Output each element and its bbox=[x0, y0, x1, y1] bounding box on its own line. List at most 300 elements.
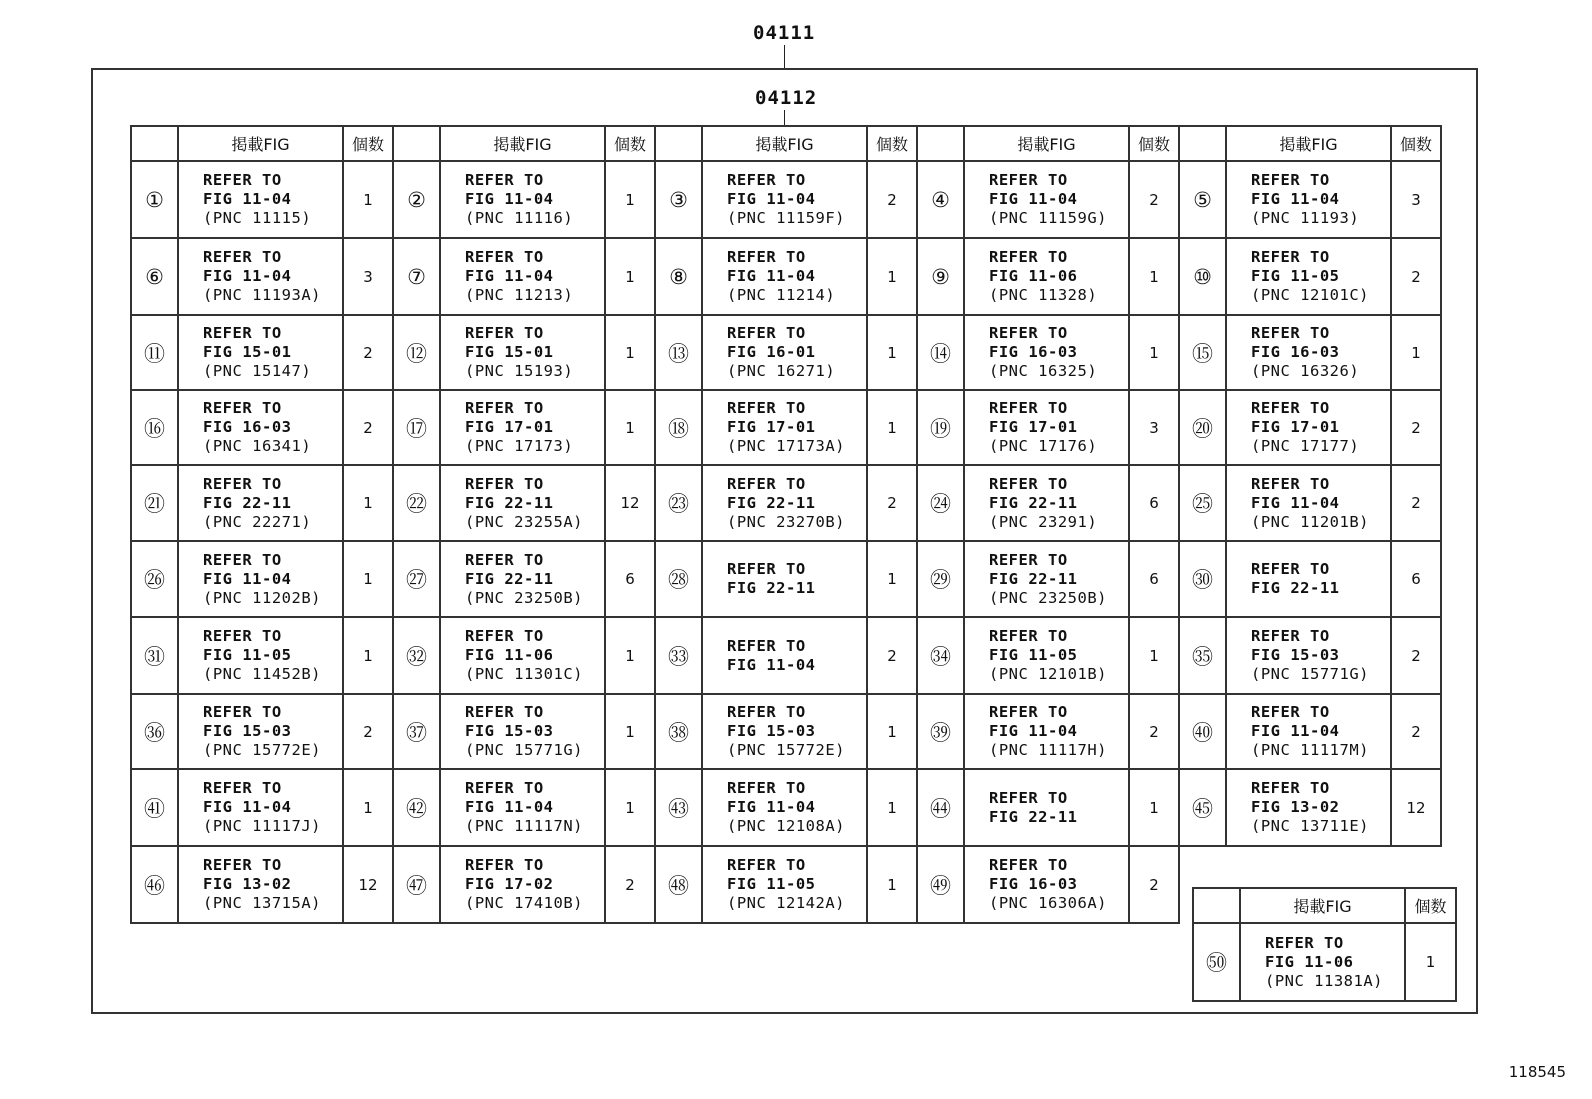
part-quantity: 1 bbox=[605, 161, 655, 238]
part-number: ⑫ bbox=[393, 315, 440, 390]
part-number: ㊴ bbox=[917, 694, 964, 769]
part-number: ⑳ bbox=[1179, 390, 1226, 465]
part-reference bbox=[702, 238, 867, 315]
part-quantity: 1 bbox=[1129, 617, 1179, 694]
fig-ref: FIG 22-11 bbox=[989, 807, 1078, 826]
part-reference bbox=[178, 617, 343, 694]
pnc-ref: (PNC 16325) bbox=[989, 362, 1098, 380]
part-reference bbox=[702, 161, 867, 238]
part-number: ㊳ bbox=[655, 694, 702, 769]
part-quantity: 2 bbox=[1391, 694, 1441, 769]
part-number: ㉕ bbox=[1179, 465, 1226, 541]
part-quantity: 2 bbox=[605, 846, 655, 923]
part-number: ㊲ bbox=[393, 694, 440, 769]
refer-label: REFER TO bbox=[989, 171, 1068, 189]
part-reference bbox=[440, 465, 605, 541]
pnc-ref: (PNC 17176) bbox=[989, 437, 1098, 455]
part-number: ⑧ bbox=[655, 238, 702, 315]
fig-ref: FIG 17-01 bbox=[727, 418, 816, 436]
pnc-ref: (PNC 11193A) bbox=[203, 286, 321, 304]
part-quantity: 1 bbox=[867, 315, 917, 390]
part-quantity: 2 bbox=[1129, 161, 1179, 238]
pnc-ref: (PNC 13715A) bbox=[203, 894, 321, 912]
part-number: ⑲ bbox=[917, 390, 964, 465]
refer-label: REFER TO bbox=[203, 399, 282, 417]
part-quantity: 2 bbox=[1129, 694, 1179, 769]
refer-label: REFER TO bbox=[203, 779, 282, 797]
part-quantity: 3 bbox=[1129, 390, 1179, 465]
pnc-ref: (PNC 11301C) bbox=[465, 665, 583, 683]
refer-label: REFER TO bbox=[465, 474, 544, 493]
refer-label: REFER TO bbox=[465, 703, 544, 721]
header-no bbox=[1179, 126, 1226, 161]
pnc-ref: (PNC 23255A) bbox=[465, 512, 583, 531]
part-number: ㉞ bbox=[917, 617, 964, 694]
part-reference bbox=[702, 769, 867, 846]
part-number: ㉟ bbox=[1179, 617, 1226, 694]
part-quantity: 2 bbox=[343, 390, 393, 465]
fig-ref: FIG 11-04 bbox=[727, 655, 816, 674]
part-quantity: 1 bbox=[1129, 315, 1179, 390]
header-fig: 掲載FIG bbox=[440, 126, 605, 161]
fig-ref: FIG 11-04 bbox=[203, 190, 292, 208]
part-reference bbox=[178, 238, 343, 315]
pnc-ref: (PNC 11117J) bbox=[203, 817, 321, 835]
part-reference bbox=[1226, 315, 1391, 390]
fig-ref: FIG 11-05 bbox=[989, 646, 1078, 664]
part-number: ② bbox=[393, 161, 440, 238]
pnc-ref: (PNC 11214) bbox=[727, 286, 836, 304]
part-number: ㉙ bbox=[917, 541, 964, 617]
refer-label: REFER TO bbox=[1251, 474, 1330, 493]
part-reference bbox=[964, 161, 1129, 238]
part-quantity: 2 bbox=[1129, 846, 1179, 923]
part-quantity: 12 bbox=[343, 846, 393, 923]
pnc-ref: (PNC 12142A) bbox=[727, 894, 845, 912]
refer-label: REFER TO bbox=[465, 248, 544, 266]
fig-ref: FIG 22-11 bbox=[465, 493, 554, 512]
header-no bbox=[655, 126, 702, 161]
pnc-ref: (PNC 11202B) bbox=[203, 588, 321, 607]
fig-ref: FIG 22-11 bbox=[727, 579, 816, 597]
fig-ref: FIG 22-11 bbox=[989, 569, 1078, 588]
fig-ref: FIG 16-03 bbox=[1251, 343, 1340, 361]
part-number: ㊼ bbox=[393, 846, 440, 923]
pnc-ref: (PNC 11116) bbox=[465, 209, 574, 227]
part-reference bbox=[440, 315, 605, 390]
refer-label: REFER TO bbox=[1251, 627, 1330, 645]
fig-ref: FIG 13-02 bbox=[203, 875, 292, 893]
fig-ref: FIG 11-04 bbox=[465, 190, 554, 208]
fig-ref: FIG 11-06 bbox=[1265, 952, 1354, 971]
fig-ref: FIG 11-04 bbox=[465, 267, 554, 285]
part-quantity: 1 bbox=[343, 465, 393, 541]
part-reference bbox=[964, 694, 1129, 769]
part-number: ⑭ bbox=[917, 315, 964, 390]
part-reference bbox=[440, 390, 605, 465]
part-quantity: 3 bbox=[343, 238, 393, 315]
part-reference bbox=[964, 846, 1129, 923]
part-quantity: 2 bbox=[343, 694, 393, 769]
part-quantity: 2 bbox=[1391, 465, 1441, 541]
refer-label: REFER TO bbox=[465, 399, 544, 417]
part-number: ㊸ bbox=[655, 769, 702, 846]
part-quantity: 2 bbox=[1391, 238, 1441, 315]
assembly-leader bbox=[784, 45, 785, 68]
fig-ref: FIG 16-03 bbox=[989, 343, 1078, 361]
part-quantity: 1 bbox=[605, 769, 655, 846]
refer-label: REFER TO bbox=[465, 627, 544, 645]
fig-ref: FIG 16-03 bbox=[203, 418, 292, 436]
part-number: ⑰ bbox=[393, 390, 440, 465]
fig-ref: FIG 22-11 bbox=[989, 493, 1078, 512]
part-reference bbox=[440, 694, 605, 769]
header-no bbox=[131, 126, 178, 161]
fig-ref: FIG 15-03 bbox=[203, 722, 292, 740]
part-quantity: 2 bbox=[1391, 390, 1441, 465]
fig-ref: FIG 11-04 bbox=[203, 569, 292, 588]
part-number: ⑮ bbox=[1179, 315, 1226, 390]
refer-label: REFER TO bbox=[727, 636, 806, 655]
table-row bbox=[131, 161, 1441, 238]
refer-label: REFER TO bbox=[727, 703, 806, 721]
refer-label: REFER TO bbox=[989, 474, 1068, 493]
part-quantity: 6 bbox=[605, 541, 655, 617]
refer-label: REFER TO bbox=[465, 856, 544, 874]
assembly-code: 04111 bbox=[753, 22, 816, 44]
part-quantity: 1 bbox=[1129, 769, 1179, 846]
pnc-ref: (PNC 15771G) bbox=[1251, 665, 1369, 683]
header-row bbox=[131, 126, 1441, 161]
part-number: ㉒ bbox=[393, 465, 440, 541]
part-reference bbox=[1226, 617, 1391, 694]
part-reference bbox=[702, 465, 867, 541]
part-reference bbox=[964, 465, 1129, 541]
pnc-ref: (PNC 17173) bbox=[465, 437, 574, 455]
fig-ref: FIG 11-04 bbox=[1251, 493, 1340, 512]
part-quantity: 6 bbox=[1129, 465, 1179, 541]
part-number: ㊷ bbox=[393, 769, 440, 846]
part-reference bbox=[178, 315, 343, 390]
part-quantity: 1 bbox=[605, 315, 655, 390]
part-quantity: 1 bbox=[867, 541, 917, 617]
refer-label: REFER TO bbox=[465, 779, 544, 797]
refer-label: REFER TO bbox=[727, 171, 806, 189]
part-quantity: 1 bbox=[1391, 315, 1441, 390]
fig-ref: FIG 15-03 bbox=[1251, 646, 1340, 664]
part-number: ㊺ bbox=[1179, 769, 1226, 846]
fig-ref: FIG 11-04 bbox=[465, 798, 554, 816]
fig-ref: FIG 11-04 bbox=[727, 267, 816, 285]
refer-label: REFER TO bbox=[465, 550, 544, 569]
fig-ref: FIG 11-06 bbox=[989, 267, 1078, 285]
subassembly-code: 04112 bbox=[755, 87, 818, 109]
part-reference bbox=[964, 238, 1129, 315]
refer-label: REFER TO bbox=[203, 550, 282, 569]
refer-label: REFER TO bbox=[203, 171, 282, 189]
part-quantity: 1 bbox=[605, 238, 655, 315]
part-number: ⑥ bbox=[131, 238, 178, 315]
refer-label: REFER TO bbox=[203, 474, 282, 493]
fig-ref: FIG 11-04 bbox=[727, 190, 816, 208]
fig-ref: FIG 11-06 bbox=[465, 646, 554, 664]
refer-label: REFER TO bbox=[1251, 248, 1330, 266]
part-reference bbox=[1226, 161, 1391, 238]
part-quantity: 1 bbox=[343, 769, 393, 846]
part-quantity: 2 bbox=[343, 315, 393, 390]
part-number: ⑦ bbox=[393, 238, 440, 315]
part-reference bbox=[440, 161, 605, 238]
pnc-ref: (PNC 23250B) bbox=[989, 588, 1107, 607]
part-reference bbox=[178, 161, 343, 238]
refer-label: REFER TO bbox=[203, 703, 282, 721]
header-fig: 掲載FIG bbox=[702, 126, 867, 161]
fig-ref: FIG 11-05 bbox=[727, 875, 816, 893]
fig-ref: FIG 17-01 bbox=[1251, 418, 1340, 436]
pnc-ref: (PNC 17177) bbox=[1251, 437, 1360, 455]
fig-ref: FIG 11-04 bbox=[1251, 722, 1340, 740]
refer-label: REFER TO bbox=[465, 324, 544, 342]
part-number: ⑨ bbox=[917, 238, 964, 315]
fig-ref: FIG 11-04 bbox=[1251, 190, 1340, 208]
fig-ref: FIG 11-04 bbox=[203, 267, 292, 285]
part-reference bbox=[702, 694, 867, 769]
part-quantity: 1 bbox=[867, 390, 917, 465]
part-quantity: 1 bbox=[1405, 923, 1456, 1001]
table-row bbox=[131, 390, 1441, 465]
pnc-ref: (PNC 11201B) bbox=[1251, 512, 1369, 531]
fig-ref: FIG 17-02 bbox=[465, 875, 554, 893]
part-quantity: 1 bbox=[605, 390, 655, 465]
part-reference bbox=[440, 541, 605, 617]
fig-ref: FIG 15-01 bbox=[203, 343, 292, 361]
part-reference bbox=[1226, 541, 1391, 617]
refer-label: REFER TO bbox=[1251, 560, 1330, 578]
part-quantity: 1 bbox=[343, 161, 393, 238]
pnc-ref: (PNC 11159F) bbox=[727, 209, 845, 227]
part-quantity: 2 bbox=[867, 161, 917, 238]
fig-ref: FIG 11-04 bbox=[989, 722, 1078, 740]
pnc-ref: (PNC 12101B) bbox=[989, 665, 1107, 683]
refer-label: REFER TO bbox=[727, 324, 806, 342]
part-quantity: 6 bbox=[1129, 541, 1179, 617]
pnc-ref: (PNC 11328) bbox=[989, 286, 1098, 304]
pnc-ref: (PNC 11213) bbox=[465, 286, 574, 304]
part-number: ㉝ bbox=[655, 617, 702, 694]
parts-table bbox=[130, 125, 1442, 924]
pnc-ref: (PNC 12101C) bbox=[1251, 286, 1369, 304]
part-number: ⑪ bbox=[131, 315, 178, 390]
part-reference bbox=[178, 465, 343, 541]
refer-label: REFER TO bbox=[1251, 779, 1330, 797]
refer-label: REFER TO bbox=[989, 324, 1068, 342]
pnc-ref: (PNC 13711E) bbox=[1251, 817, 1369, 835]
part-number: ㉖ bbox=[131, 541, 178, 617]
part-number: ③ bbox=[655, 161, 702, 238]
refer-label: REFER TO bbox=[1251, 399, 1330, 417]
refer-label: REFER TO bbox=[989, 248, 1068, 266]
header-no bbox=[393, 126, 440, 161]
refer-label: REFER TO bbox=[727, 779, 806, 797]
part-number: ㊻ bbox=[131, 846, 178, 923]
part-number: ㉓ bbox=[655, 465, 702, 541]
part-number: ④ bbox=[917, 161, 964, 238]
part-quantity: 2 bbox=[867, 617, 917, 694]
part-reference bbox=[964, 390, 1129, 465]
table-row bbox=[131, 617, 1441, 694]
fig-ref: FIG 11-04 bbox=[203, 798, 292, 816]
fig-ref: FIG 16-03 bbox=[989, 875, 1078, 893]
refer-label: REFER TO bbox=[203, 856, 282, 874]
pnc-ref: (PNC 11117M) bbox=[1251, 741, 1369, 759]
fig-ref: FIG 13-02 bbox=[1251, 798, 1340, 816]
part-number: ㊶ bbox=[131, 769, 178, 846]
part-reference bbox=[1226, 238, 1391, 315]
part-reference bbox=[440, 769, 605, 846]
refer-label: REFER TO bbox=[1251, 171, 1330, 189]
part-number: ㉘ bbox=[655, 541, 702, 617]
table-row bbox=[131, 238, 1441, 315]
pnc-ref: (PNC 17410B) bbox=[465, 894, 583, 912]
part-reference bbox=[702, 315, 867, 390]
part-reference bbox=[1226, 465, 1391, 541]
refer-label: REFER TO bbox=[727, 399, 806, 417]
pnc-ref: (PNC 16326) bbox=[1251, 362, 1360, 380]
refer-label: REFER TO bbox=[989, 399, 1068, 417]
header-row bbox=[1193, 888, 1456, 923]
part-reference bbox=[1226, 769, 1391, 846]
part-reference bbox=[964, 315, 1129, 390]
table-row bbox=[131, 694, 1441, 769]
fig-ref: FIG 17-01 bbox=[465, 418, 554, 436]
pnc-ref: (PNC 15771G) bbox=[465, 741, 583, 759]
table-row bbox=[131, 465, 1441, 541]
part-quantity: 2 bbox=[867, 465, 917, 541]
part-quantity: 6 bbox=[1391, 541, 1441, 617]
refer-label: REFER TO bbox=[727, 856, 806, 874]
fig-ref: FIG 11-05 bbox=[203, 646, 292, 664]
header-qty: 個数 bbox=[1405, 888, 1456, 923]
parts-table-extra bbox=[1192, 887, 1457, 1002]
refer-label: REFER TO bbox=[989, 627, 1068, 645]
pnc-ref: (PNC 15147) bbox=[203, 362, 312, 380]
pnc-ref: (PNC 22271) bbox=[203, 512, 312, 531]
fig-ref: FIG 15-01 bbox=[465, 343, 554, 361]
pnc-ref: (PNC 11381A) bbox=[1265, 971, 1383, 990]
part-number: ㉜ bbox=[393, 617, 440, 694]
pnc-ref: (PNC 11452B) bbox=[203, 665, 321, 683]
table-row bbox=[131, 769, 1441, 846]
header-fig: 掲載FIG bbox=[1240, 888, 1405, 923]
part-number: ⑯ bbox=[131, 390, 178, 465]
part-number: ㉔ bbox=[917, 465, 964, 541]
part-reference bbox=[178, 541, 343, 617]
pnc-ref: (PNC 23250B) bbox=[465, 588, 583, 607]
part-reference bbox=[964, 769, 1129, 846]
part-number: ㉗ bbox=[393, 541, 440, 617]
part-reference bbox=[1240, 923, 1405, 1001]
header-fig: 掲載FIG bbox=[1226, 126, 1391, 161]
fig-ref: FIG 15-03 bbox=[465, 722, 554, 740]
refer-label: REFER TO bbox=[203, 627, 282, 645]
pnc-ref: (PNC 15193) bbox=[465, 362, 574, 380]
part-number: ㊱ bbox=[131, 694, 178, 769]
table-row bbox=[131, 315, 1441, 390]
header-qty: 個数 bbox=[867, 126, 917, 161]
part-reference bbox=[440, 617, 605, 694]
pnc-ref: (PNC 15772E) bbox=[203, 741, 321, 759]
part-quantity: 2 bbox=[1391, 617, 1441, 694]
refer-label: REFER TO bbox=[989, 550, 1068, 569]
refer-label: REFER TO bbox=[989, 788, 1068, 807]
part-reference bbox=[178, 694, 343, 769]
part-quantity: 1 bbox=[867, 846, 917, 923]
part-reference bbox=[964, 541, 1129, 617]
pnc-ref: (PNC 11115) bbox=[203, 209, 312, 227]
refer-label: REFER TO bbox=[727, 474, 806, 493]
part-quantity: 1 bbox=[605, 617, 655, 694]
fig-ref: FIG 22-11 bbox=[1251, 579, 1340, 597]
pnc-ref: (PNC 16271) bbox=[727, 362, 836, 380]
pnc-ref: (PNC 11117N) bbox=[465, 817, 583, 835]
header-qty: 個数 bbox=[605, 126, 655, 161]
part-quantity: 1 bbox=[867, 769, 917, 846]
part-reference bbox=[440, 846, 605, 923]
drawing-id: 118545 bbox=[1508, 1063, 1566, 1081]
pnc-ref: (PNC 17173A) bbox=[727, 437, 845, 455]
pnc-ref: (PNC 12108A) bbox=[727, 817, 845, 835]
fig-ref: FIG 11-04 bbox=[989, 190, 1078, 208]
part-reference bbox=[702, 541, 867, 617]
part-reference bbox=[178, 769, 343, 846]
pnc-ref: (PNC 11117H) bbox=[989, 741, 1107, 759]
fig-ref: FIG 17-01 bbox=[989, 418, 1078, 436]
pnc-ref: (PNC 23270B) bbox=[727, 512, 845, 531]
header-fig: 掲載FIG bbox=[964, 126, 1129, 161]
refer-label: REFER TO bbox=[1265, 933, 1344, 952]
part-reference bbox=[1226, 390, 1391, 465]
fig-ref: FIG 22-11 bbox=[203, 493, 292, 512]
subassembly-leader bbox=[784, 110, 785, 126]
header-qty: 個数 bbox=[1129, 126, 1179, 161]
part-number: ⑩ bbox=[1179, 238, 1226, 315]
part-number: ㉛ bbox=[131, 617, 178, 694]
part-reference bbox=[702, 846, 867, 923]
pnc-ref: (PNC 15772E) bbox=[727, 741, 845, 759]
part-quantity: 12 bbox=[1391, 769, 1441, 846]
part-number: ① bbox=[131, 161, 178, 238]
part-number: ㊾ bbox=[917, 846, 964, 923]
header-qty: 個数 bbox=[1391, 126, 1441, 161]
refer-label: REFER TO bbox=[989, 856, 1068, 874]
table-row bbox=[131, 541, 1441, 617]
fig-ref: FIG 22-11 bbox=[465, 569, 554, 588]
part-reference bbox=[178, 846, 343, 923]
header-fig: 掲載FIG bbox=[178, 126, 343, 161]
part-number: ㉚ bbox=[1179, 541, 1226, 617]
fig-ref: FIG 22-11 bbox=[727, 493, 816, 512]
refer-label: REFER TO bbox=[203, 248, 282, 266]
part-reference bbox=[964, 617, 1129, 694]
part-reference bbox=[702, 617, 867, 694]
fig-ref: FIG 11-05 bbox=[1251, 267, 1340, 285]
fig-ref: FIG 11-04 bbox=[727, 798, 816, 816]
part-quantity: 1 bbox=[867, 694, 917, 769]
part-reference bbox=[702, 390, 867, 465]
part-number: ㊽ bbox=[655, 846, 702, 923]
part-number: ㊿ bbox=[1193, 923, 1240, 1001]
part-number: ㉑ bbox=[131, 465, 178, 541]
